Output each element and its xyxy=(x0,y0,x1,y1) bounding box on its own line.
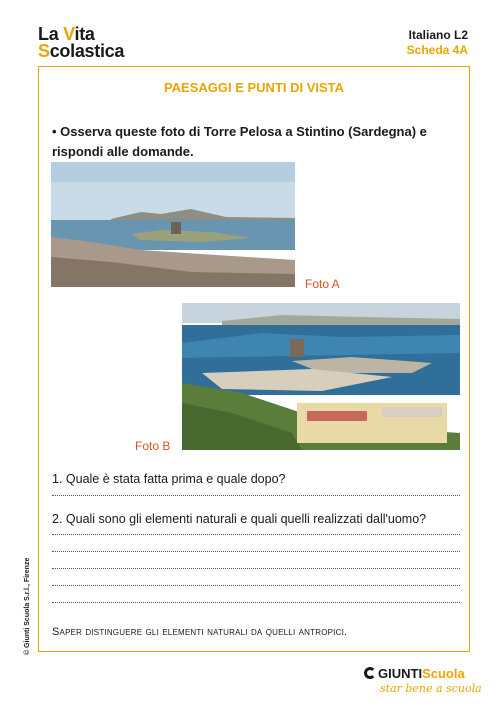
question-1: 1. Quale è stata fatta prima e quale dopo? xyxy=(52,472,286,486)
photo-a-caption: Foto A xyxy=(305,277,340,291)
answer-line[interactable] xyxy=(52,533,460,535)
answer-line[interactable] xyxy=(52,550,460,552)
instruction-text: • Osserva queste foto di Torre Pelosa a Stintino (Sardegna) e rispondi alle domande. xyxy=(52,124,427,159)
magazine-logo: La Vita Scolastica xyxy=(38,24,125,61)
answer-line[interactable] xyxy=(52,584,460,586)
page-title: PAESAGGI E PUNTI DI VISTA xyxy=(163,80,345,95)
publisher-tagline: star bene a scuola xyxy=(380,682,482,695)
photo-b-caption: Foto B xyxy=(135,439,171,453)
answer-line[interactable] xyxy=(52,494,460,496)
answer-line[interactable] xyxy=(52,567,460,569)
sheet-number: Scheda 4A xyxy=(406,43,468,57)
learning-objective: Saper distinguere gli elementi naturali da quelli antropici. xyxy=(52,626,348,638)
copyright-notice: © Giunti Scuola S.r.l., Firenze xyxy=(24,557,31,655)
subject-label: Italiano L2 xyxy=(408,28,468,42)
publisher-brand: GIUNTIScuola xyxy=(364,666,465,681)
answer-line[interactable] xyxy=(52,601,460,603)
photo-b xyxy=(182,303,460,450)
sheet-header xyxy=(407,28,468,58)
photo-a xyxy=(51,162,295,287)
giunti-logo-icon xyxy=(364,667,376,679)
question-2: 2. Quali sono gli elementi naturali e quali quelli realizzati dall'uomo? xyxy=(52,512,427,526)
